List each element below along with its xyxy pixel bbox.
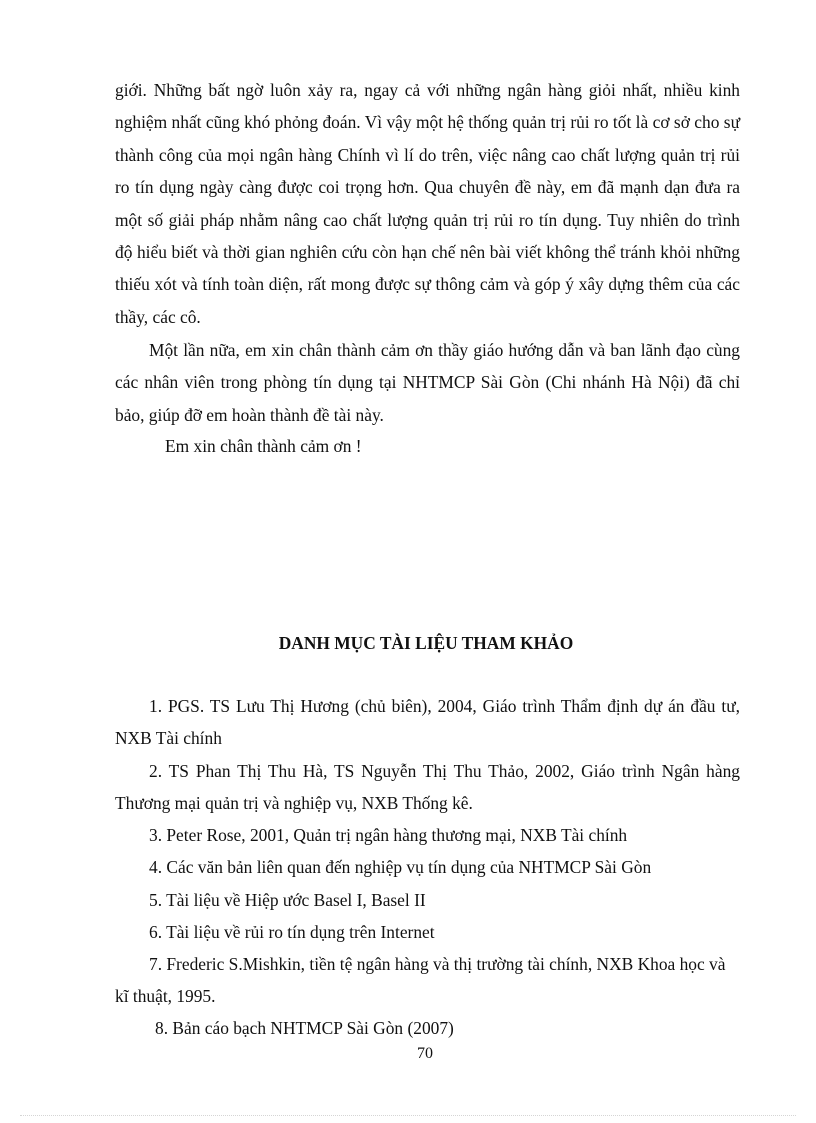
references-heading: DANH MỤC TÀI LIỆU THAM KHẢO: [278, 633, 574, 653]
reference-item-6: 6. Tài liệu về rủi ro tín dụng trên Internet: [149, 922, 435, 943]
page-number: 70: [417, 1045, 433, 1062]
reference-item-5: 5. Tài liệu về Hiệp ước Basel I, Basel II: [149, 889, 426, 910]
reference-item-8: 8. Bản cáo bạch NHTMCP Sài Gòn (2007): [155, 1018, 454, 1039]
reference-list: [115, 690, 740, 1044]
body-paragraph-2: Một lần nữa, em xin chân thành cảm ơn thầy giáo hướng dẫn và ban lãnh đạo cùng các nhân viên trong phòng tín dụng tại NHTMCP Sài Gòn (Chi nhánh Hà Nội) đã chỉ bảo, giúp đỡ em hoàn thành đề tài này.: [115, 340, 740, 425]
page-bottom-divider: [20, 1115, 796, 1116]
reference-item-1: 1. PGS. TS Lưu Thị Hương (chủ biên), 2004, Giáo trình Thẩm định dự án đầu tư, NXB Tài chính: [115, 696, 740, 749]
reference-item-2: 2. TS Phan Thị Thu Hà, TS Nguyễn Thị Thu Thảo, 2002, Giáo trình Ngân hàng Thương mại quản trị và nghiệp vụ, NXB Thống kê.: [115, 760, 740, 813]
body-paragraph-1: giới. Những bất ngờ luôn xảy ra, ngay cả với những ngân hàng giỏi nhất, nhiều kinh nghiệm nhất cũng khó phỏng đoán. Vì vậy một hệ thống quản trị rủi ro tốt là cơ sở cho sự thành công của mọi ngân hàng Chính vì lí do trên, việc nâng cao chất lượng quản trị rủi ro tín dụng ngày càng được coi trọng hơn. Qua chuyên đề này, em đã mạnh dạn đưa ra một số giải pháp nhằm nâng cao chất lượng quản trị rủi ro tín dụng. Tuy nhiên do trình độ hiểu biết và thời gian nghiên cứu còn hạn chế nên bài viết không thể tránh khỏi những thiếu xót và tính toàn diện, rất mong được sự thông cảm và góp ý xây dựng thêm của các thầy, các cô.: [115, 80, 740, 327]
reference-item-3: 3. Peter Rose, 2001, Quản trị ngân hàng thương mại, NXB Tài chính: [149, 825, 628, 846]
closing-line: Em xin chân thành cảm ơn !: [165, 436, 362, 456]
reference-item-4: 4. Các văn bản liên quan đến nghiệp vụ tín dụng của NHTMCP Sài Gòn: [149, 857, 652, 878]
reference-item-7: 7. Frederic S.Mishkin, tiền tệ ngân hàng và thị trường tài chính, NXB Khoa học và kĩ thuật, 1995.: [115, 954, 726, 1007]
